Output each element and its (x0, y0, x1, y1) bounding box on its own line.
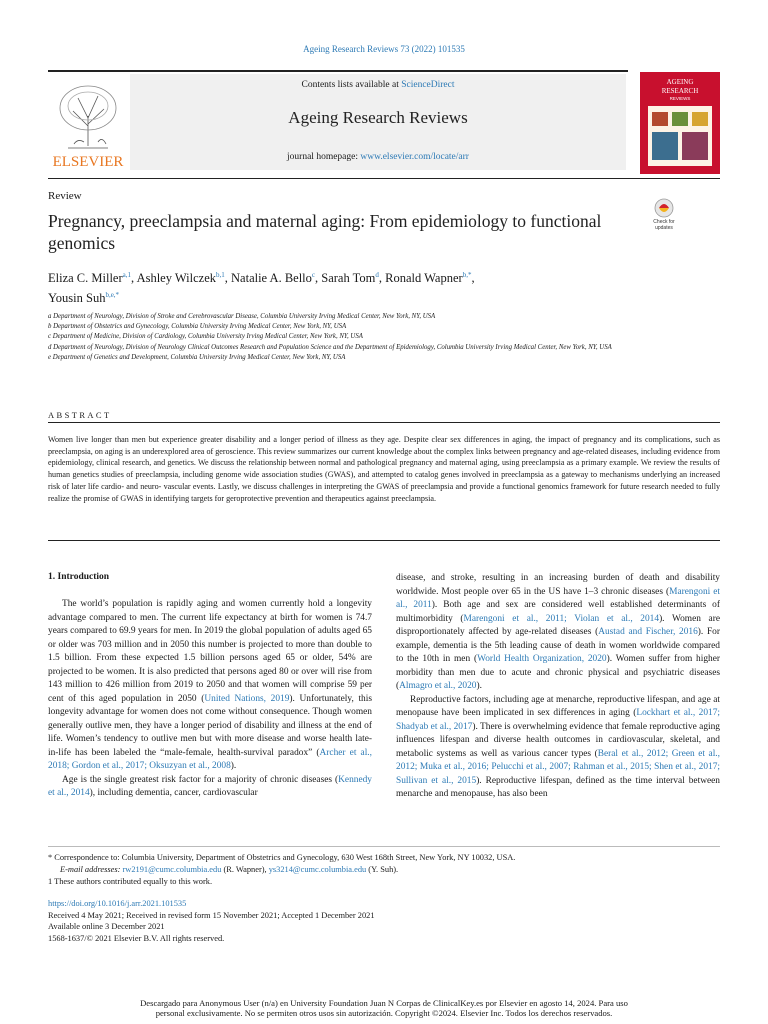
elsevier-logo (48, 76, 128, 172)
body-column-left (48, 598, 372, 801)
check-for-updates-button[interactable] (646, 196, 682, 232)
download-line: Descargado para Anonymous User (n/a) en University Foundation Juan N Corpas de ClinicalKey.es por Elsevier en agosto 14, 2024. Para uso (140, 998, 628, 1008)
header-bottom-rule (48, 178, 720, 179)
body-column-right (396, 572, 720, 802)
reference-link[interactable]: Marengoni et al., 2011 (396, 586, 721, 610)
affiliation: a Department of Neurology, Division of Stroke and Cerebrovascular Disease, Columbia University Irving Medical Center, New York, NY, USA (48, 313, 436, 320)
download-notice (0, 998, 768, 1018)
publisher-wordmark: ELSEVIER (52, 154, 124, 170)
publication-info (48, 898, 720, 944)
author[interactable]: Natalie A. Bello$^c$ (231, 271, 316, 286)
svg-text:AGEING: AGEING (666, 78, 694, 86)
section-heading: 1. Introduction (48, 572, 110, 582)
footnote-rule (48, 846, 720, 847)
reference-link[interactable]: Archer et al., 2018; Gordon et al., 2017; Oksuzyan et al., 2008 (48, 747, 372, 771)
contents-line (130, 80, 626, 90)
affiliations (48, 312, 668, 363)
equal-contribution-note: 1 These authors contributed equally to this work. (48, 877, 213, 886)
abstract-text: Women live longer than men but experience greater disability and a longer period of illness as they age. Despite clear sex differences in aging, the impact of pregnancy and its complications, such as preeclampsia, on aging is an underexplored area of geroscience. This review summarizes our current knowledge about the complex links between pregnancy and age-related diseases, including evidence from epidemiology, clinical research, and genetics. We discuss the relationship between normal and pathological pregnancy and maternal aging, using preeclampsia as a primary example. We review the results of human genetics studies of preeclampsia, including genome wide association studies (GWAS), and attempted to catalog genes involved in preeclampsia as a gateway to mechanisms underlying an increased risk of later life cardio- and neuro- vascular events. Lastly, we discuss challenges in interpreting the GWAS of preeclampsia and provide a functional genomics framework for future research needed to fully realize the promise of GWAS in identifying targets for geroprotective prevention and therapeutics against preeclampsia. (48, 435, 720, 503)
author[interactable]: Ronald Wapner$^{b,*}$ (385, 271, 472, 286)
check-updates-icon (646, 196, 682, 232)
svg-text:RESEARCH: RESEARCH (661, 87, 699, 95)
header-rule (48, 70, 628, 72)
article-title: Pregnancy, preeclampsia and maternal aging: From epidemiology to functional genomics (48, 211, 602, 253)
affiliation: c Department of Medicine, Division of Cardiology, Columbia University Irving Medical Center, New York, NY, USA (48, 333, 363, 341)
homepage-prefix: journal homepage: (287, 152, 361, 162)
footnotes (48, 852, 720, 888)
download-line: personal exclusivamente. No se permiten otros usos sin autorización. Copyright ©2024. Elsevier Inc. Todos los derechos reservados. (155, 1008, 613, 1018)
author-list: Eliza C. Miller$^{a,1}$, Ashley Wilczek$^{b,1}$, Natalie A. Bello$^c$, Sarah Tom$^d$, Ronald Wapner$^{b,*}$, Yousin Suh$^{b,e,*}$ (48, 271, 475, 306)
reference-link[interactable]: Kennedy et al., 2014 (48, 774, 372, 798)
reference-link[interactable]: World Health Organization, 2020 (477, 654, 607, 664)
reference-link[interactable]: Marengoni et al., 2011; Violan et al., 2014 (463, 613, 660, 624)
article-type: Review (48, 190, 82, 202)
reference-link[interactable]: Lockhart et al., 2017; Shadyab et al., 2017 (396, 708, 720, 732)
reference-link[interactable]: Beral et al., 2012; Green et al., 2012; Muka et al., 2016; Pelucchi et al., 2007; Rahman et al., 2015; Shen et al., 2017; Sullivan et al., 2015 (396, 748, 720, 786)
doi-link[interactable]: https://doi.org/10.1016/j.arr.2021.101535 (48, 899, 187, 908)
affiliation: d Department of Neurology, Division of Neurology Clinical Outcomes Research and Population Science and the Department of Epidemiology, Columbia University Irving Medical Center, New York, NY, USA (48, 343, 612, 351)
paragraph: The world’s population is rapidly aging and women currently hold a longevity advantage compared to men. The current life expectancy at birth for women is 74.7 years compared to 69.9 years for men. In 2019 the global population of adults aged 65 or older was 703 million and in 2050 this number is projected to more than double to 1.5 billion. From these expected 1.5 billion persons aged 65 or older, 54% are projected to be women. It is also predicted that persons aged 80 or over will rise from 143 million to 426 million from 2019 to 2050 and that women will comprise 59 per cent of this aged population in 2050 (United Nations, 2019). Unfortunately, this longevity advantage for women does not come without consequence. Though women generally outlive men, they have a longer period of disability and illness at the end of life. Women’s tendency to outlive men but with more disease and worse health late-in-life has been labeled the “male-female, health-survival paradox” (Archer et al., 2018; Gordon et al., 2017; Oksuzyan et al., 2008). (48, 599, 373, 771)
elsevier-tree-icon (48, 76, 128, 172)
author[interactable]: Sarah Tom$^d$ (321, 271, 379, 286)
affiliation: e Department of Genetics and Development, Columbia University Irving Medical Center, New York, NY, USA (48, 353, 346, 361)
online-date: Available online 3 December 2021 (48, 922, 165, 931)
received-dates: Received 4 May 2021; Received in revised form 15 November 2021; Accepted 1 December 2021 (48, 910, 375, 920)
email-link[interactable]: rw2191@cumc.columbia.edu (122, 865, 222, 874)
paragraph: Age is the single greatest risk factor for a majority of chronic diseases (Kennedy et al., 2014), including dementia, cancer, cardiovascular (48, 774, 372, 798)
homepage-link[interactable]: www.elsevier.com/locate/arr (360, 152, 469, 162)
journal-cover-image[interactable] (640, 72, 720, 174)
journal-homepage (130, 152, 626, 162)
author[interactable]: Yousin Suh$^{b,e,*}$ (48, 291, 120, 306)
svg-text:Check for: Check for (653, 219, 675, 225)
paragraph: Reproductive factors, including age at menarche, reproductive lifespan, and age at menopause have been implicated in sex differences in aging (Lockhart et al., 2017; Shadyab et al., 2017). There is overwhelming evidence that female reproductive aging influences lifespan and diverse health outcomes in cardiovascular, skeletal, and metabolic systems as well as various cancer types (Beral et al., 2012; Green et al., 2012; Muka et al., 2016; Pelucchi et al., 2007; Rahman et al., 2015; Shen et al., 2017; Sullivan et al., 2015). Reproductive lifespan, defined as the time interval between menarche and menopause, has also been (396, 694, 720, 799)
abstract-heading: ABSTRACT (48, 410, 112, 420)
copyright: 1568-1637/© 2021 Elsevier B.V. All rights reserved. (48, 933, 225, 943)
abstract-top-rule (48, 422, 720, 423)
journal-cover-icon (640, 72, 720, 174)
reference-link[interactable]: Austad and Fischer, 2016 (598, 627, 698, 637)
paragraph: disease, and stroke, resulting in an increasing burden of death and disability worldwide. Most people over 65 in the US have 1–3 chronic diseases (Marengoni et al., 2011). Both age and sex are considered well established determinants of multimorbidity (Marengoni et al., 2011; Violan et al., 2014). Women are disproportionately affected by age-related diseases (Austad and Fischer, 2016). For example, dementia is the 5th leading cause of death in women worldwide compared to the 10th in men (World Health Organization, 2020). Women suffer from higher morbidity than men due to acute and chronic physical and psychiatric diseases (Almagro et al., 2020). (396, 573, 721, 691)
svg-text:updates: updates (655, 225, 673, 231)
contents-prefix: Contents lists available at (301, 80, 402, 90)
reference-link[interactable]: Almagro et al., 2020 (399, 681, 477, 691)
svg-text:REVIEWS: REVIEWS (669, 96, 691, 101)
journal-citation[interactable]: Ageing Research Reviews 73 (2022) 101535 (303, 44, 465, 54)
abstract-bottom-rule (48, 540, 720, 541)
correspondence-note: * Correspondence to: Columbia University, Department of Obstetrics and Gynecology, 630 West 168th Street, New York, NY 10032, USA. (48, 853, 516, 862)
email-link[interactable]: ys3214@cumc.columbia.edu (268, 865, 367, 874)
reference-link[interactable]: United Nations, 2019 (204, 693, 290, 704)
author[interactable]: Eliza C. Miller$^{a,1}$ (48, 271, 131, 286)
affiliation: b Department of Obstetrics and Gynecology, Columbia University Irving Medical Center, New York, NY, USA (48, 323, 347, 331)
author[interactable]: Ashley Wilczek$^{b,1}$ (136, 271, 225, 286)
email-note: E-mail addresses: rw2191@cumc.columbia.edu (R. Wapner), ys3214@cumc.columbia.edu (Y. Suh). (60, 865, 399, 874)
journal-title: Ageing Research Reviews (288, 108, 468, 127)
sciencedirect-link[interactable]: ScienceDirect (401, 80, 455, 90)
